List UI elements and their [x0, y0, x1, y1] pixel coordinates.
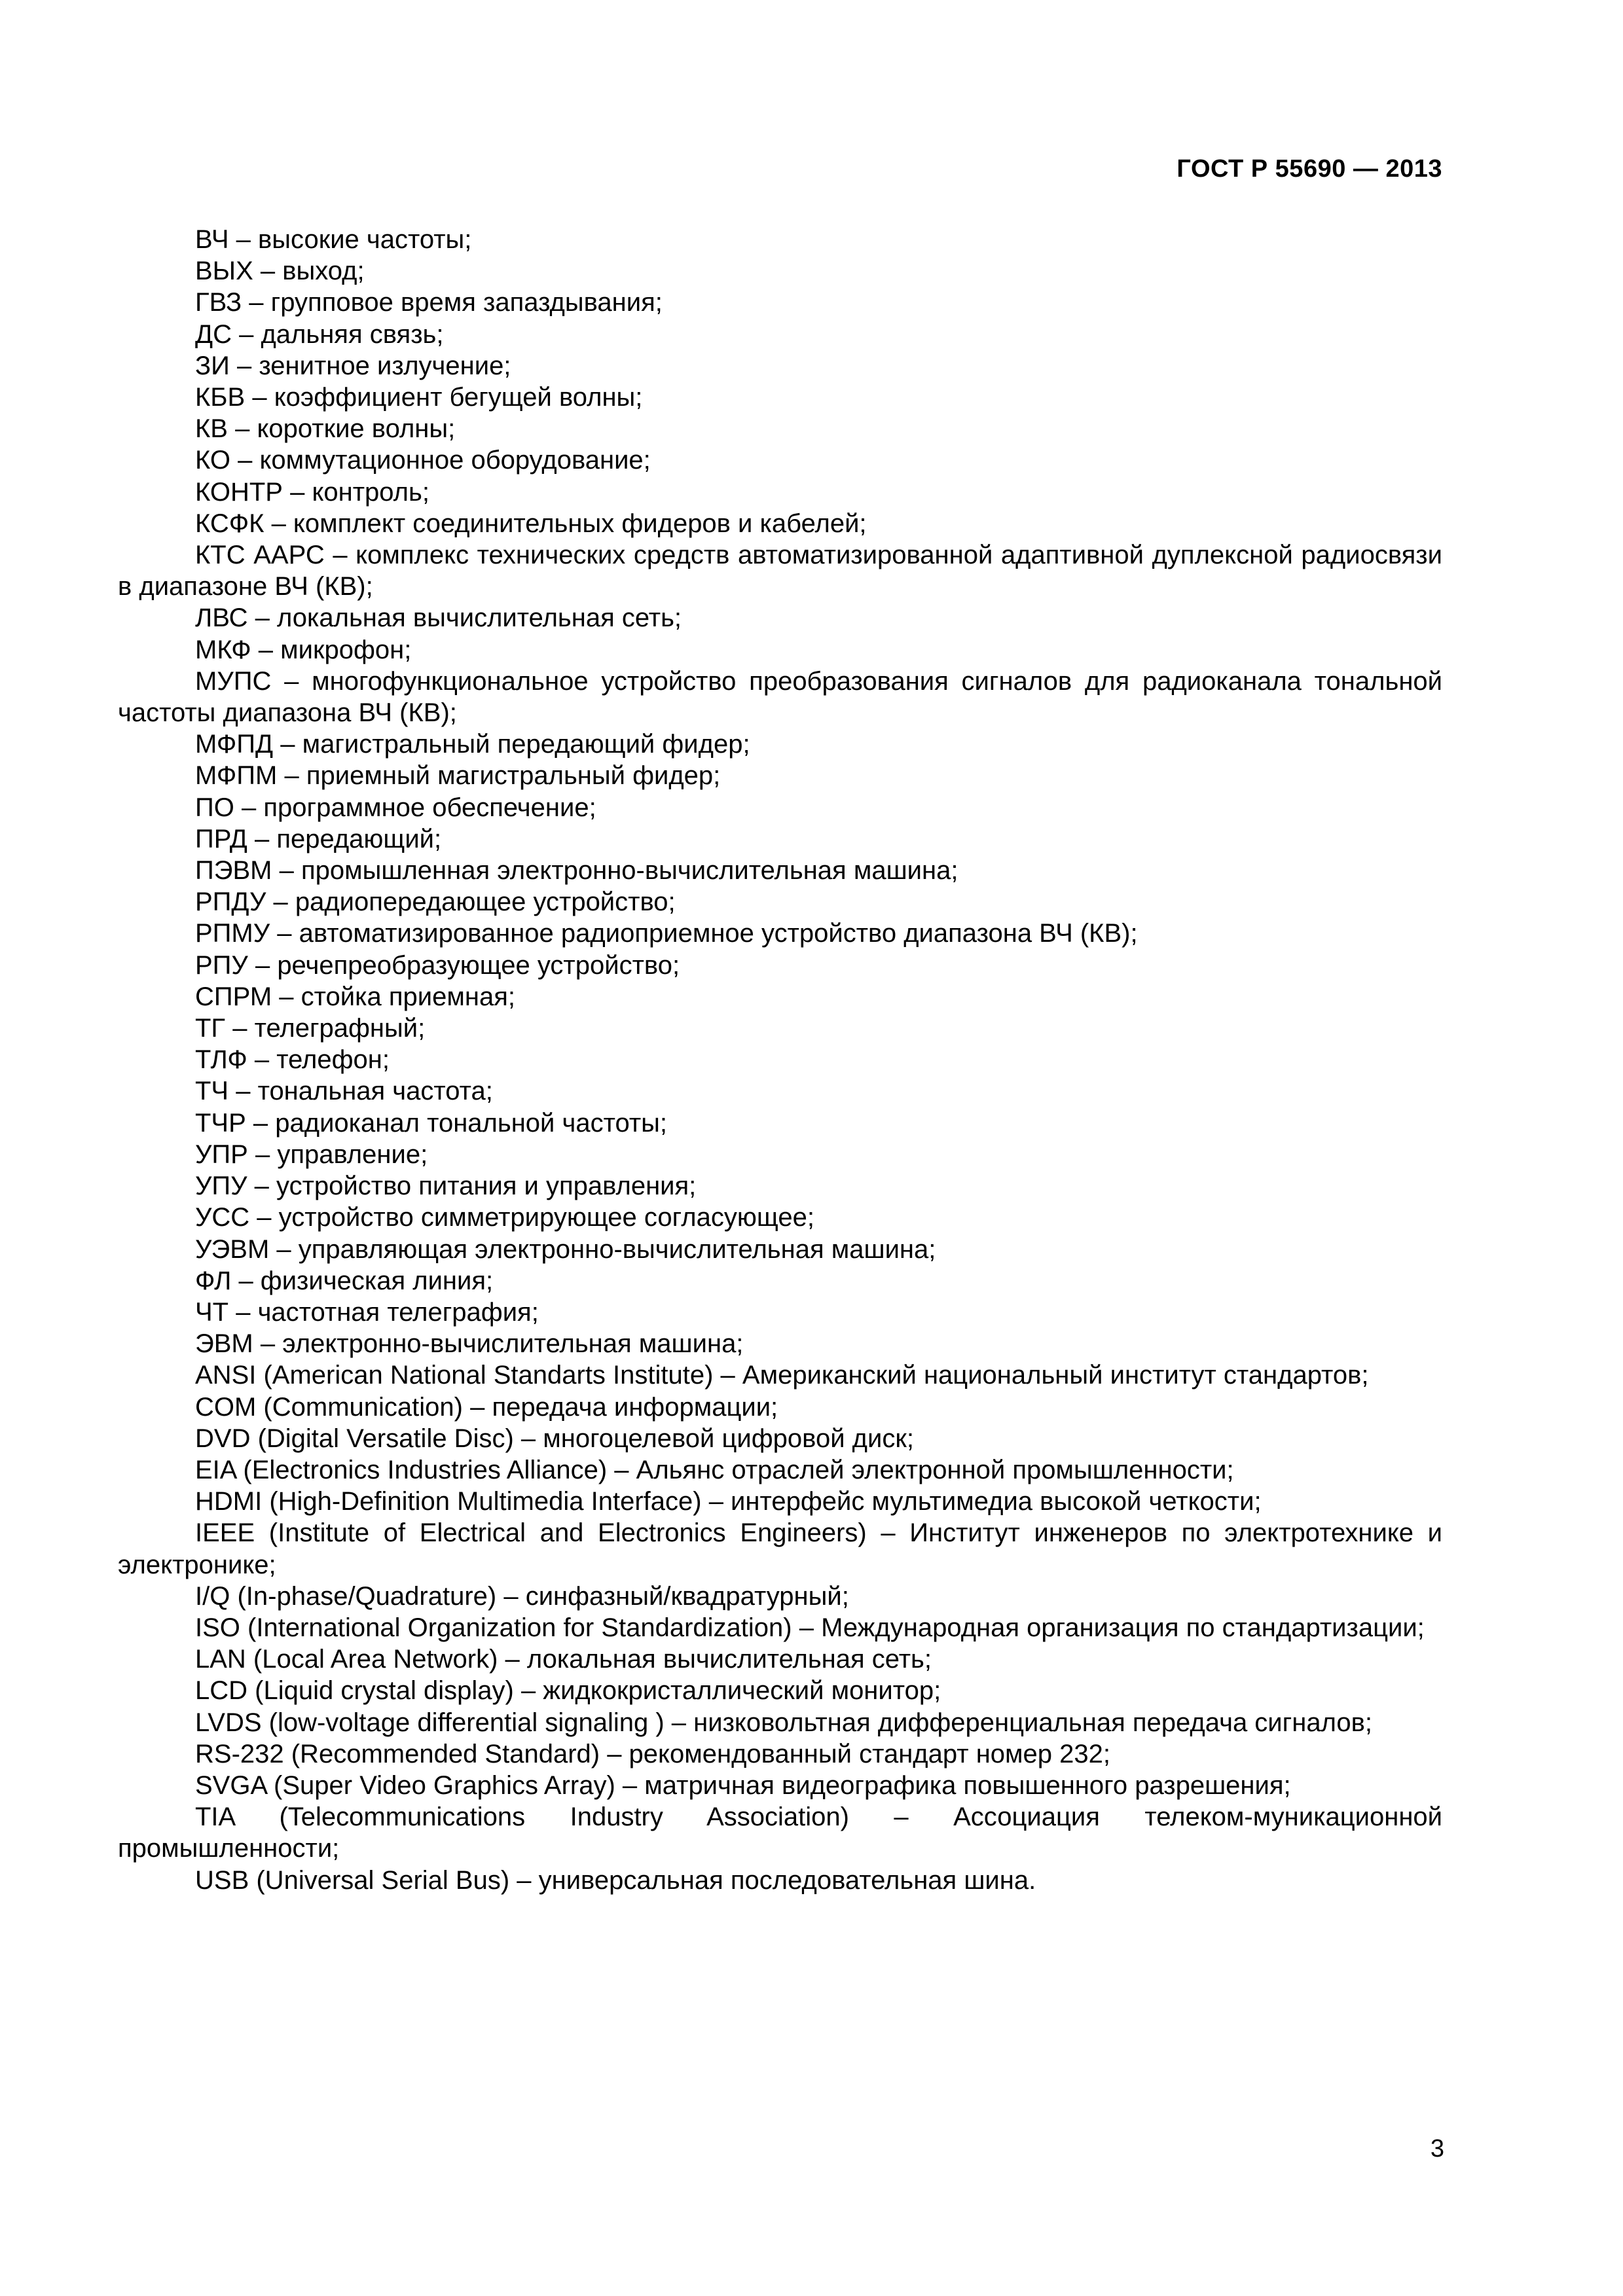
list-item: ЗИ – зенитное излучение;: [195, 351, 511, 380]
list-item: КБВ – коэффициент бегущей волны;: [195, 383, 643, 412]
list-item: СПРМ – стойка приемная;: [195, 982, 515, 1011]
list-item: ТЧ – тональная частота;: [195, 1077, 493, 1106]
list-item: КО – коммутационное оборудование;: [195, 446, 651, 475]
list-item: УПР – управление;: [195, 1139, 428, 1169]
list-item: COM (Communication) – передача информации;: [195, 1392, 778, 1422]
list-item: УСС – устройство симметрирующее согласующее;: [195, 1203, 814, 1232]
list-item: ANSI (American National Standarts Institute) – Американский национальный институт стандартов;: [195, 1361, 1369, 1390]
list-item: LCD (Liquid crystal display) – жидкокристаллический монитор;: [195, 1676, 941, 1706]
list-item: I/Q (In-phase/Quadrature) – синфазный/квадратурный;: [195, 1581, 849, 1611]
list-item: ТЧР – радиоканал тональной частоты;: [195, 1108, 668, 1138]
list-item: SVGA (Super Video Graphics Array) – матричная видеографика повышенного разрешения;: [195, 1770, 1291, 1800]
list-item: TIA (Telecommunications Industry Association) – Ассоциация телеком-муникационной промышленности;: [118, 1803, 1442, 1863]
list-item: РПМУ – автоматизированное радиоприемное устройство диапазона ВЧ (КВ);: [195, 919, 1138, 948]
list-item: РПДУ – радиопередающее устройство;: [195, 888, 676, 917]
list-item: ФЛ – физическая линия;: [195, 1266, 494, 1295]
page-number: 3: [1430, 2135, 1444, 2162]
list-item: РПУ – речепреобразующее устройство;: [195, 950, 680, 980]
list-item: IEEE (Institute of Electrical and Electronics Engineers) – Институт инженеров по электротехнике и электронике;: [118, 1518, 1442, 1579]
list-item: МФПМ – приемный магистральный фидер;: [195, 761, 721, 791]
list-item: ДС – дальняя связь;: [195, 319, 444, 349]
list-item: ПЭВМ – промышленная электронно-вычислительная машина;: [195, 856, 958, 886]
list-item: УЭВМ – управляющая электронно-вычислительная машина;: [195, 1234, 936, 1264]
abbreviations-list: [118, 224, 1442, 1896]
list-item: ТЛФ – телефон;: [195, 1045, 390, 1075]
list-item: LAN (Local Area Network) – локальная вычислительная сеть;: [195, 1645, 932, 1674]
list-item: ЭВМ – электронно-вычислительная машина;: [195, 1329, 744, 1359]
list-item: КСФК – комплект соединительных фидеров и кабелей;: [195, 509, 867, 538]
document-header: ГОСТ Р 55690 — 2013: [1176, 155, 1442, 183]
list-item: ПО – программное обеспечение;: [195, 793, 596, 822]
list-item: МКФ – микрофон;: [195, 635, 412, 664]
list-item: ЛВС – локальная вычислительная сеть;: [195, 603, 682, 633]
list-item: КВ – короткие волны;: [195, 414, 456, 444]
list-item: ТГ – телеграфный;: [195, 1014, 426, 1043]
list-item: RS-232 (Recommended Standard) – рекомендованный стандарт номер 232;: [195, 1739, 1110, 1768]
list-item: LVDS (low-voltage differential signaling ) – низковольтная дифференциальная передача сигналов;: [195, 1708, 1372, 1737]
list-item: МФПД – магистральный передающий фидер;: [195, 730, 750, 759]
list-item: USB (Universal Serial Bus) – универсальная последовательная шина.: [195, 1865, 1036, 1895]
list-item: ЧТ – частотная телеграфия;: [195, 1297, 539, 1327]
list-item: КОНТР – контроль;: [195, 477, 429, 507]
list-item: ISO (International Organization for Standardization) – Международная организация по стандартизации;: [195, 1613, 1425, 1642]
list-item: ВЧ – высокие частоты;: [195, 225, 472, 254]
list-item: DVD (Digital Versatile Disc) – многоцелевой цифровой диск;: [195, 1424, 914, 1453]
list-item: МУПС – многофункциональное устройство преобразования сигналов для радиоканала тональной частоты диапазона ВЧ (КВ);: [118, 666, 1442, 728]
list-item: HDMI (High-Definition Multimedia Interface) – интерфейс мультимедиа высокой четкости;: [195, 1487, 1262, 1516]
list-item: EIA (Electronics Industries Alliance) – Альянс отраслей электронной промышленности;: [195, 1455, 1234, 1484]
list-item: ГВЗ – групповое время запаздывания;: [195, 288, 663, 317]
list-item: КТС ААРС – комплекс технических средств автоматизированной адаптивной дуплексной радиосвязи в диапазоне ВЧ (КВ);: [118, 541, 1442, 601]
list-item: ПРД – передающий;: [195, 824, 442, 853]
list-item: УПУ – устройство питания и управления;: [195, 1172, 697, 1201]
list-item: ВЫХ – выход;: [195, 257, 365, 286]
